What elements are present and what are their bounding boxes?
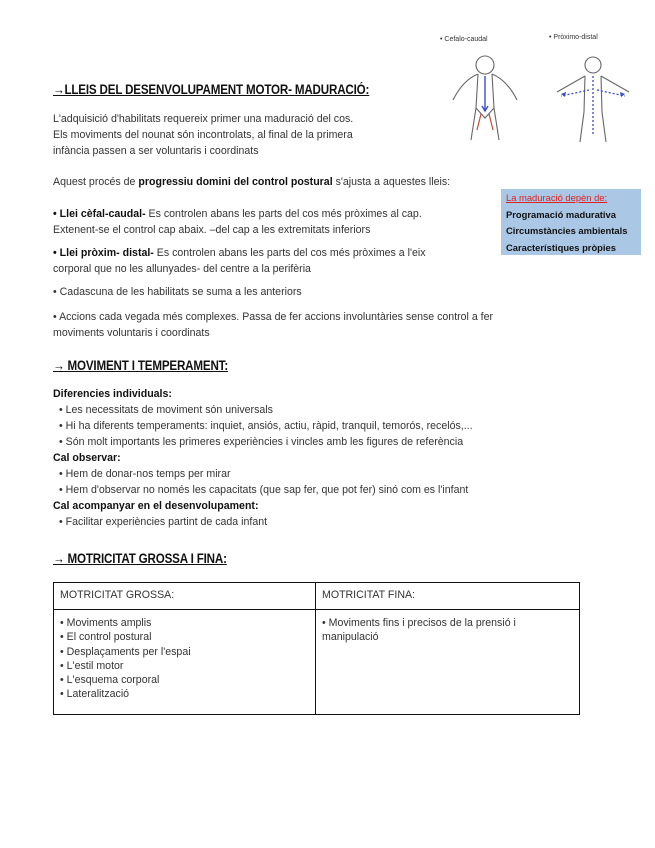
temperament-list [53,386,473,530]
table-header-gross: MOTRICITAT GROSSA: [54,583,316,610]
table-header-row [54,583,580,610]
law-title: • Llei pròxim- distal- [53,247,154,259]
table-header-fine: MOTRICITAT FINA: [316,583,580,610]
subheading-observe: Cal observar: [53,452,121,464]
law-cephalocaudal: • Llei cèfal-caudal- Es controlen abans les parts del cos més pròximes al cap. Extenent-se el control cap abaix. –del cap a les extremitats inferiors [53,208,422,236]
list-item: • Són molt importants les primeres experiències i vincles amb les figures de referència [59,436,464,448]
maturation-item: Circumstàncies ambientals [506,225,628,236]
figure-label-cephalocaudal: • Cefalo-caudal [440,36,488,43]
bullet-complex-actions: • Accions cada vegada més complexes. Passa de fer accions involuntàries sense control a fer moviments voluntaris i coordinats [53,311,494,339]
intro-line: L'adquisició d'habilitats requereix primer una maduració del cos. [53,113,354,125]
list-item: • L'esquema corporal [60,674,160,687]
subheading-individual-differences: Diferencies individuals: [53,388,172,400]
maturation-item: Programació madurativa [506,208,616,220]
list-item: • El control postural [60,631,152,644]
child-figure-cephalocaudal-illustration [445,48,525,148]
intro-line: infància passen a ser voluntaris i coordinats [53,145,259,157]
section-heading-gross-fine-motor: → MOTRICITAT GROSSA I FINA: [53,551,227,566]
list-item: • L'estil motor [60,659,124,672]
list-item: • Lateralització [60,688,130,701]
child-figure-proximodistal-illustration [553,50,633,150]
maturation-item: Característiques pròpies [506,241,616,253]
process-paragraph: Aquest procés de progressiu domini del control postural s'ajusta a aquestes lleis: [53,176,451,188]
figure-label-proximodistal: • Pròximo-distal [549,34,598,41]
list-item: • Les necessitats de moviment són universals [59,404,273,416]
section-heading-movement-temperament: → MOVIMENT I TEMPERAMENT: [53,358,229,373]
motor-skills-table [53,582,580,715]
maturation-box-title: La maduració depèn de: [506,192,608,203]
list-item: • Moviments amplis [60,617,152,629]
table-row [54,610,580,715]
list-item: • Hi ha diferents temperaments: inquiet, ansiós, actiu, ràpid, tranquil, temorós, recelós,... [59,420,473,432]
section-heading-motor-development: →LLEIS DEL DESENVOLUPAMENT MOTOR- MADURACIÓ: [53,82,370,97]
table-cell-gross [54,610,316,715]
intro-line: Els moviments del nounat són incontrolats, al final de la primera [53,129,353,141]
process-emphasis: progressiu domini del control postural [138,176,333,188]
list-item: • Moviments fins i precisos de la prensió i [322,617,516,629]
maturation-box [501,189,641,255]
intro-paragraph [53,111,353,159]
bullet-skills-add: • Cadascuna de les habilitats se suma a les anteriors [53,286,302,298]
table-cell-fine [316,610,580,715]
law-title: • Llei cèfal-caudal- [53,208,146,220]
list-item: • Hem de donar-nos temps per mirar [59,468,231,480]
list-item: • Desplaçaments per l'espai [60,645,191,658]
subheading-accompany: Cal acompanyar en el desenvolupament: [53,500,259,512]
list-item: • Facilitar experiències partint de cada infant [59,516,268,528]
list-item: • Hem d'observar no només les capacitats (que sap fer, que pot fer) sinó com es l'infant [59,484,469,496]
list-item: manipulació [322,631,379,644]
law-proximodistal: • Llei pròxim- distal- Es controlen abans les parts del cos més pròximes a l'eix corporal que no les allunyades- del centre a la perifèria [53,247,426,275]
